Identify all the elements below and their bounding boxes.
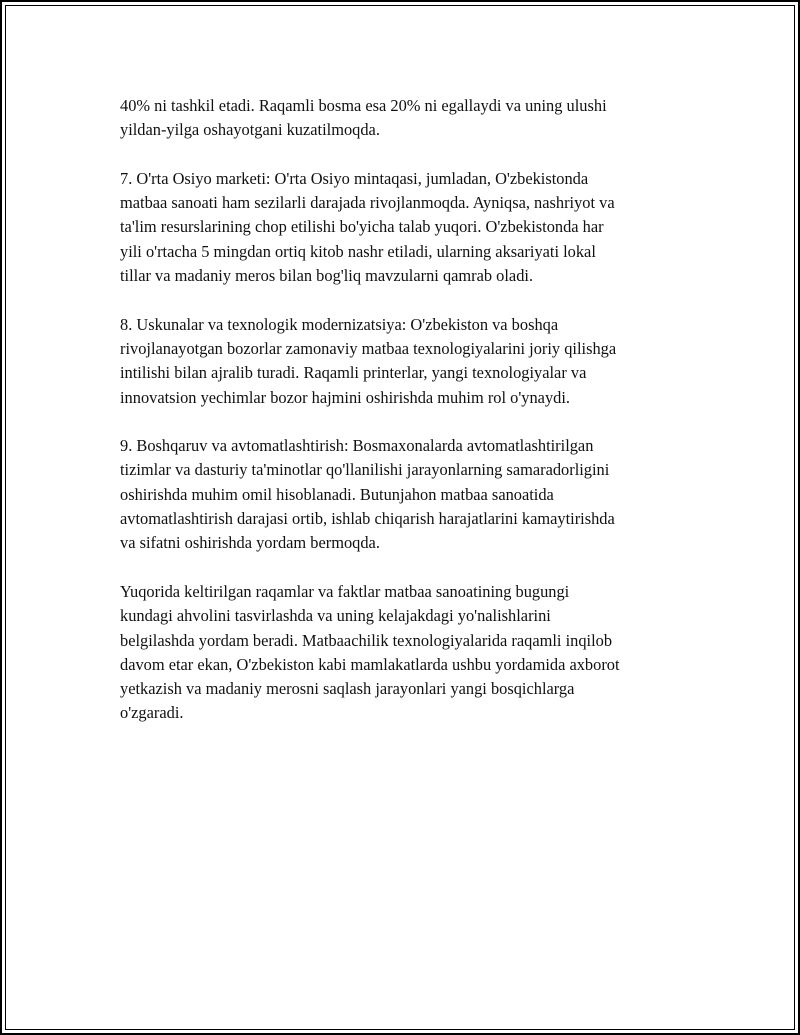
text-line: rivojlanayotgan bozorlar zamonaviy matbaa texnologiyalarini joriy qilishga xyxy=(120,338,617,358)
text-line: davom etar ekan, O'zbekiston kabi mamlakatlarda ushbu yordamida axborot xyxy=(120,654,620,674)
text-line: avtomatlashtirish darajasi ortib, ishlab chiqarish harajatlarini kamaytirishda xyxy=(120,509,615,529)
text-line: 8. Uskunalar va texnologik modernizatsiya: O'zbekiston va boshqa xyxy=(120,314,559,334)
text-line: 7. O'rta Osiyo marketi: O'rta Osiyo mintaqasi, jumladan, O'zbekistonda xyxy=(120,168,589,188)
text-line: kundagi ahvolini tasvirlashda va uning kelajakdagi yo'nalishlarini xyxy=(120,606,551,626)
text-line: matbaa sanoati ham sezilarli darajada rivojlanmoqda. Ayniqsa, nashriyot va xyxy=(120,193,615,213)
document-body xyxy=(120,94,690,750)
text-line: 40% ni tashkil etadi. Raqamli bosma esa 20% ni egallaydi va uning ulushi xyxy=(120,96,607,115)
paragraph-market-share xyxy=(120,94,690,143)
text-line: ta'lim resurslarining chop etilishi bo'yicha talab yuqori. O'zbekistonda har xyxy=(120,217,604,237)
text-line: Yuqorida keltirilgan raqamlar va faktlar matbaa sanoatining bugungi xyxy=(120,581,570,601)
text-line: yildan-yilga oshayotgani kuzatilmoqda. xyxy=(120,120,380,140)
paragraph-equipment-modernization xyxy=(120,313,690,410)
paragraph-central-asia-market xyxy=(120,167,690,288)
text-line: tizimlar va dasturiy ta'minotlar qo'llanilishi jarayonlarning samaradorligini xyxy=(120,460,610,480)
text-line: belgilashda yordam beradi. Matbaachilik texnologiyalarida raqamli inqilob xyxy=(120,630,613,650)
text-line: va sifatni oshirishda yordam bermoqda. xyxy=(120,533,380,553)
paragraph-management-automation xyxy=(120,434,690,555)
text-line: yili o'rtacha 5 mingdan ortiq kitob nashr etiladi, ularning aksariyati lokal xyxy=(120,241,596,261)
text-line: innovatsion yechimlar bozor hajmini oshirishda muhim rol o'ynaydi. xyxy=(120,387,570,407)
text-line: intilishi bilan ajralib turadi. Raqamli printerlar, yangi texnologiyalar va xyxy=(120,363,587,383)
text-line: tillar va madaniy meros bilan bog'liq mavzularni qamrab oladi. xyxy=(120,266,534,286)
text-line: 9. Boshqaruv va avtomatlashtirish: Bosmaxonalarda avtomatlashtirilgan xyxy=(120,436,594,456)
text-line: oshirishda muhim omil hisoblanadi. Butunjahon matbaa sanoatida xyxy=(120,484,554,504)
text-line: o'zgaradi. xyxy=(120,703,184,723)
paragraph-conclusion xyxy=(120,580,690,726)
text-line: yetkazish va madaniy merosni saqlash jarayonlari yangi bosqichlarga xyxy=(120,679,575,699)
